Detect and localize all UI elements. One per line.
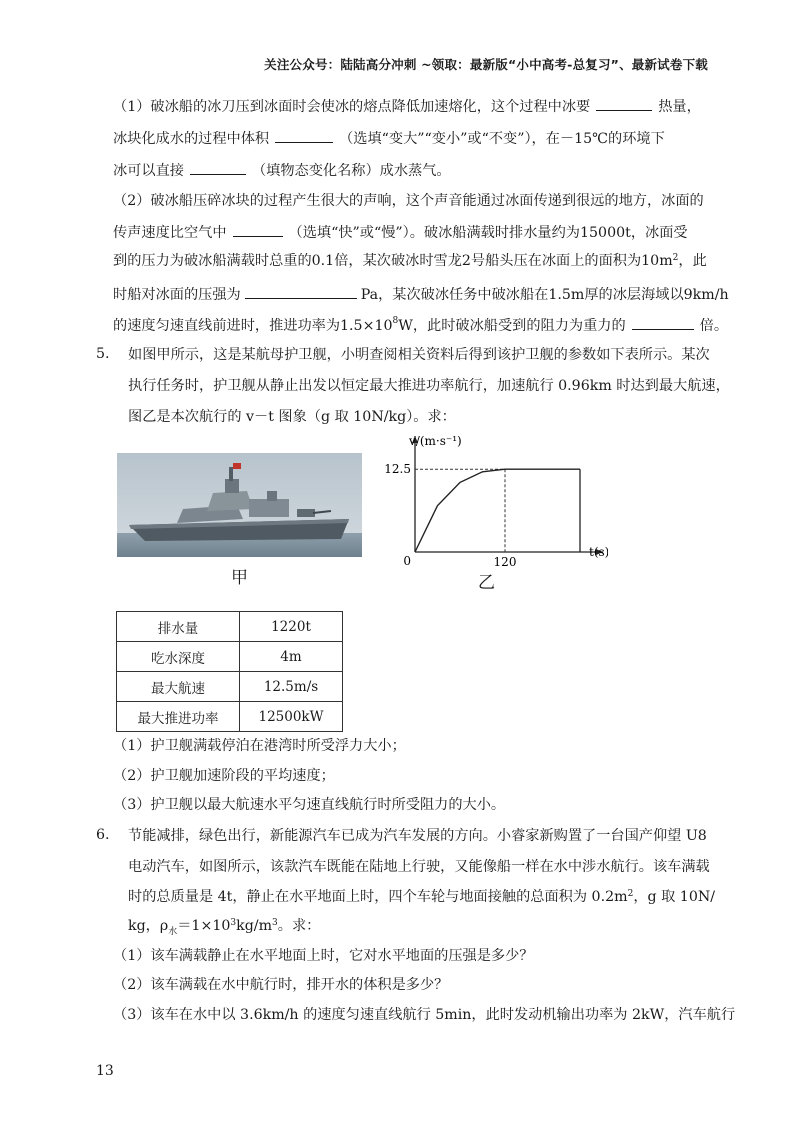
caption-yi: 乙 [478,573,495,593]
answer-blank [632,315,694,330]
superscript: 3 [272,918,278,928]
q4-p2-line2-tail: （选填“快”或“慢”）。破冰船满载时排水量约为15000t，冰面受 [288,225,688,241]
q5-line3: 图乙是本次航行的 v－t 图象（g 取 10N/kg）。求： [128,409,456,425]
q6-sub3: （3）该车在水中以 3.6km/h 的速度匀速直线航行 5min，此时发动机输出功率为 2kW，汽车航行 [113,1007,736,1023]
q4-p2-line3-text: 到的压力为破冰船满载时总重的0.1倍，某次破冰时雪龙2号船头压在冰面上的面积为10m [113,253,673,269]
y-axis-label: v/(m·s⁻¹) [409,434,462,448]
subscript: 水 [168,926,178,937]
q4-p2-line4-tail: Pa，某次破冰任务中破冰船在1.5m厚的冰层海域以9km/h [360,287,729,303]
table-cell-key: 吃水深度 [117,642,240,672]
q5-sub2: （2）护卫舰加速阶段的平均速度； [113,768,335,784]
table-row [117,612,343,642]
table-row [117,672,343,702]
answer-blank [275,128,333,143]
q6-line3-tail: ，g 取 10N/ [633,889,716,905]
q5-number: 5. [96,346,110,362]
q5-line2: 执行任务时，护卫舰从静止出发以恒定最大推进功率航行，加速航行 0.96km 时达到最大航速， [128,378,730,394]
q6-line3 [128,888,715,906]
x-tick-label: 120 [493,555,517,569]
q4-p2-line4-text: 时船对冰面的压强为 [113,287,241,303]
superscript: 8 [392,316,399,326]
frigate-parameter-table [116,611,343,732]
answer-blank [596,96,652,111]
frigate-illustration [117,453,362,557]
q4-p1-line1 [113,96,701,116]
q4-p2-line1: （2）破冰船压碎冰块的过程产生很大的声响，这个声音能通过冰面传递到很远的地方，冰面的 [113,193,704,209]
q6-line4 [128,917,320,941]
vt-chart [383,432,608,582]
q5-sub1: （1）护卫舰满载停泊在港湾时所受浮力大小； [113,738,406,754]
q6-line1: 节能减排，绿色出行，新能源汽车已成为汽车发展的方向。小睿家新购置了一台国产仰望 U8 [128,828,707,844]
q4-p2-line3 [113,252,707,270]
q6-sub1: （1）该车满载静止在水平地面上时，它对水平地面的压强是多少？ [113,948,534,964]
answer-blank [245,284,357,299]
table-cell-key: 排水量 [117,612,240,642]
table-row [117,642,343,672]
velocity-curve [415,469,580,552]
q4-p2-line4 [113,284,729,304]
q4-p2-line2 [113,222,688,242]
q4-p2-line5-tail: 倍。 [699,318,729,334]
q6-line4-d: 。求： [277,918,321,934]
table-cell-value: 12500kW [240,702,343,732]
table-cell-key: 最大推进功率 [117,702,240,732]
page-header: 关注公众号：陆陆高分冲刺 ~领取：最新版“小中高考-总复习”、最新试卷下载 [264,57,708,72]
q4-p1-line3-text: 冰可以直接 [113,163,184,179]
table-cell-value: 1220t [240,612,343,642]
q4-p2-line5-mid: W，此时破冰船受到的阻力为重力的 [398,318,626,334]
q4-p1-line3 [113,160,451,180]
q5-sub3: （3）护卫舰以最大航速水平匀速直线航行时所受阻力的大小。 [113,797,506,813]
table-cell-key: 最大航速 [117,672,240,702]
q4-p1-line3-tail: （填物态变化名称）成水蒸气。 [251,163,451,179]
q4-p1-line2-text: 冰块化成水的过程中体积 [113,131,270,147]
superscript: 2 [627,889,634,899]
q6-number: 6. [96,827,110,843]
q4-p2-line5-text: 的速度匀速直线前进时，推进功率为1.5×10 [113,318,393,334]
q4-p1-line1-tail: 热量， [658,99,701,115]
q6-sub2: （2）该车满载在水中航行时，排开水的体积是多少？ [113,977,449,993]
table-row [117,702,343,732]
caption-jia: 甲 [231,568,248,588]
q4-p2-line5 [113,315,728,335]
q5-line1: 如图甲所示，这是某航母护卫舰，小明查阅相关资料后得到该护卫舰的参数如下表所示。某次 [128,347,710,363]
table-cell-value: 4m [240,642,343,672]
q6-line4-c: kg/m [236,918,273,934]
superscript: 3 [230,918,237,928]
q4-p1-line1-text: （1）破冰船的冰刀压到冰面时会使冰的熔点降低加速熔化，这个过程中冰要 [113,99,591,115]
table-cell-value: 12.5m/s [240,672,343,702]
q4-p1-line2 [113,128,665,148]
q4-p1-line2-tail: （选填“变大”“变小”或“不变”），在－15℃的环境下 [339,131,665,147]
x-tick-label: 0 [403,554,411,568]
frigate-photo [117,453,362,557]
q6-line3-text: 时的总质量是 4t，静止在水平地面上时，四个车轮与地面接触的总面积为 0.2m [128,889,628,905]
q4-p2-line2-text: 传声速度比空气中 [113,225,227,241]
answer-blank [233,222,283,237]
q4-p2-line3-tail: ，此 [678,253,707,269]
q6-line4-text: kg，ρ [128,918,169,934]
answer-blank [190,160,246,175]
superscript: 2 [672,253,679,263]
q6-line2: 电动汽车，如图所示，该款汽车既能在陆地上行驶，又能像船一样在水中涉水航行。该车满载 [128,859,710,875]
page-number: 13 [96,1063,114,1079]
x-axis-label: t(s) [589,545,608,559]
q6-line4-b: ＝1×10 [177,918,231,934]
y-tick-label: 12.5 [384,462,411,477]
vt-chart-svg [383,432,608,582]
